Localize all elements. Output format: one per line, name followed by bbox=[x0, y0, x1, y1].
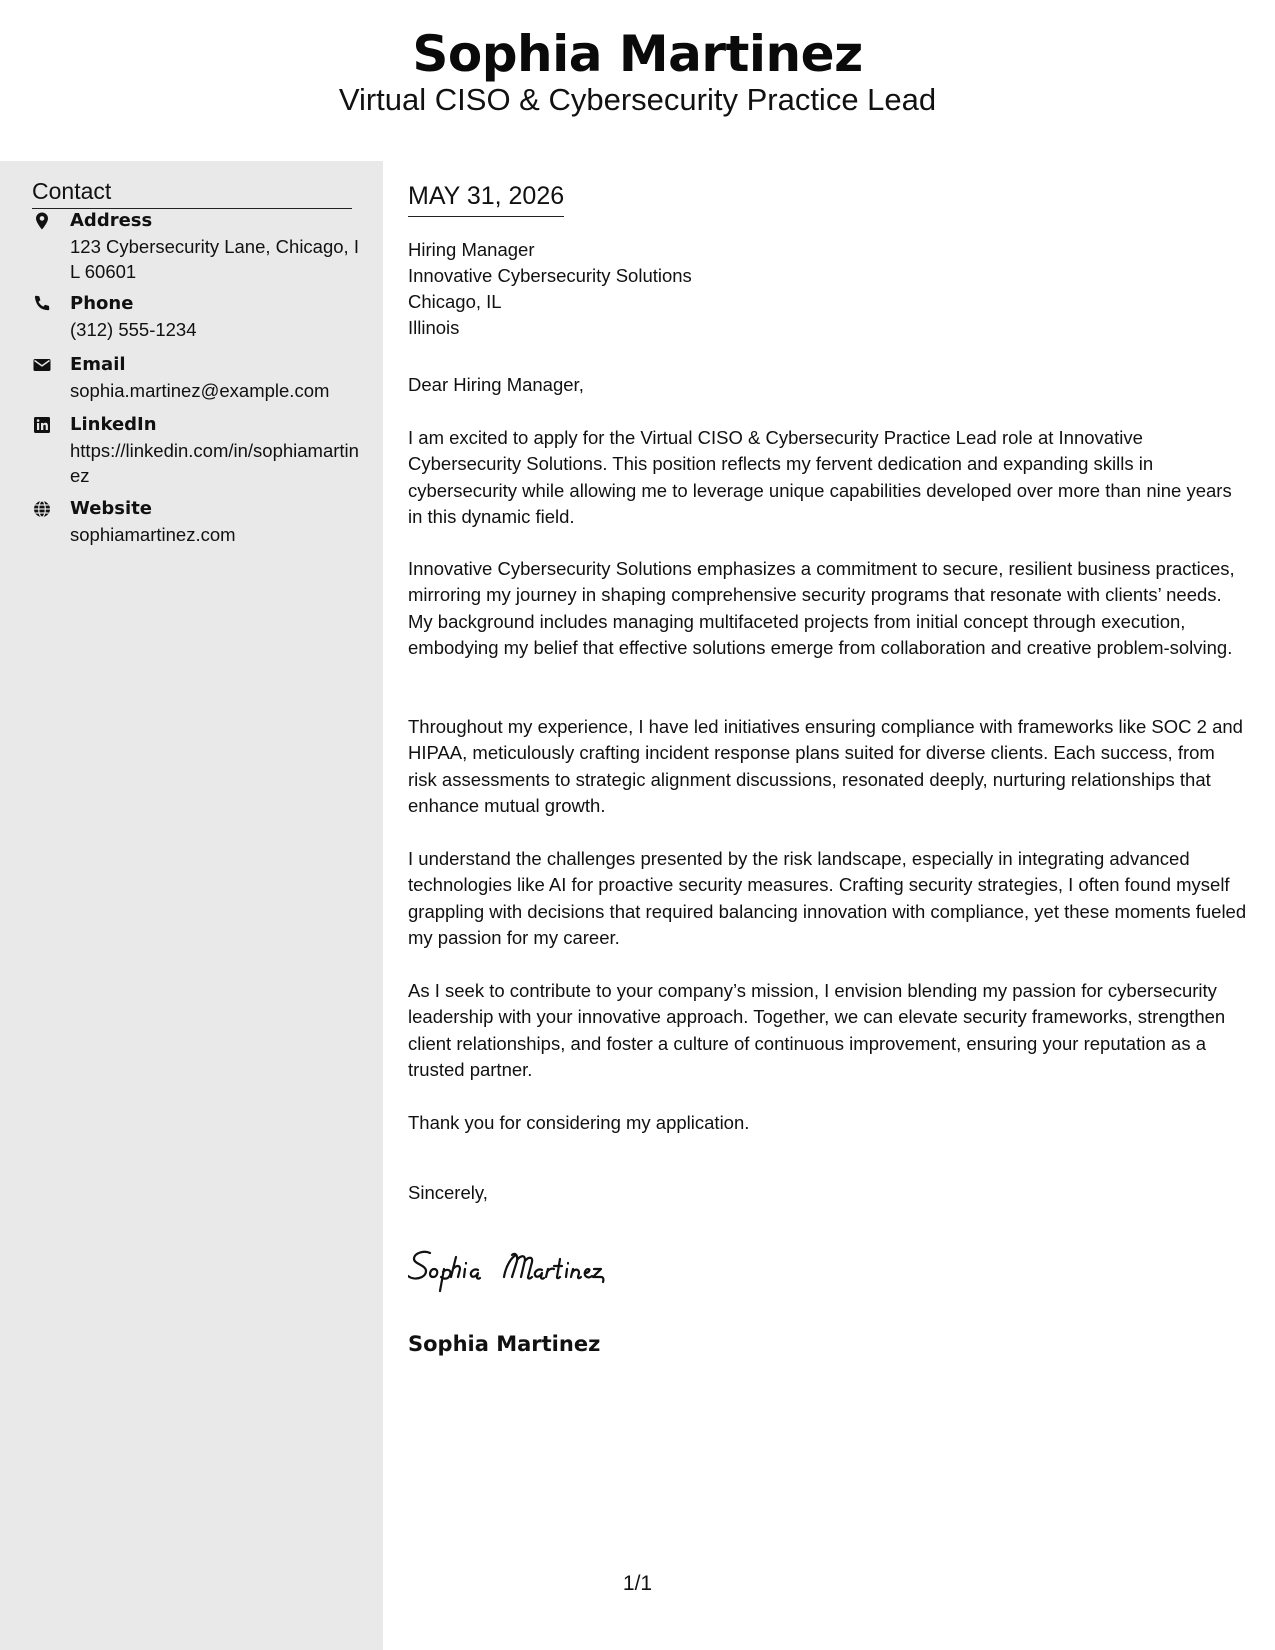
recipient-line: Innovative Cybersecurity Solutions bbox=[408, 265, 692, 286]
contact-heading: Contact bbox=[32, 175, 352, 209]
body-paragraph: Innovative Cybersecurity Solutions emphasizes a commitment to secure, resilient business practices, mirroring my journey in shaping comprehensive security programs that resonate with clients’ needs. My background includes managing multifaceted projects from initial concept through execution, embodying my belief that effective solutions emerge from collaboration and creative problem-solving. bbox=[408, 558, 1235, 658]
letter-header bbox=[0, 0, 1275, 161]
applicant-title: Virtual CISO & Cybersecurity Practice Lead bbox=[338, 82, 937, 117]
signer-name: Sophia Martinez bbox=[408, 1332, 601, 1356]
salutation: Dear Hiring Manager, bbox=[408, 374, 584, 395]
recipient-line: Chicago, IL bbox=[408, 291, 502, 312]
recipient-line: Hiring Manager bbox=[408, 239, 535, 260]
email-value: sophia.martinez@example.com bbox=[70, 380, 330, 401]
envelope-icon bbox=[32, 355, 52, 375]
page-number: 1/1 bbox=[622, 1572, 653, 1595]
body-paragraph: Throughout my experience, I have led initiatives ensuring compliance with frameworks like SOC 2 and HIPAA, meticulously crafting incident response plans suited for diverse clients. Each success, from risk assessments to strategic alignment discussions, resonated deeply, nurturing relationships that enhance mutual growth. bbox=[408, 716, 1243, 816]
body-paragraph: I understand the challenges presented by the risk landscape, especially in integrating advanced technologies like AI for proactive security measures. Crafting security strategies, I often found myself grappling with decisions that required balancing innovation with compliance, yet these moments fueled my passion for my career. bbox=[408, 848, 1247, 948]
website-value: sophiamartinez.com bbox=[70, 524, 236, 545]
address-label: Address bbox=[70, 210, 153, 231]
phone-icon bbox=[32, 294, 52, 314]
email-label: Email bbox=[70, 354, 126, 375]
phone-value: (312) 555-1234 bbox=[70, 319, 197, 340]
thanks-line: Thank you for considering my application. bbox=[408, 1112, 750, 1133]
body-paragraph: As I seek to contribute to your company’s mission, I envision blending my passion for cybersecurity leadership with your innovative approach. Together, we can elevate security frameworks, strengthen client relationships, and foster a culture of continuous improvement, ensuring your reputation as a trusted partner. bbox=[408, 980, 1226, 1080]
recipient-line: Illinois bbox=[408, 317, 460, 338]
handwritten-signature bbox=[408, 1239, 678, 1299]
applicant-name: Sophia Martinez bbox=[412, 25, 863, 83]
letter-date: MAY 31, 2026 bbox=[408, 179, 564, 217]
address-value: 123 Cybersecurity Lane, Chicago, IL 60601 bbox=[70, 236, 359, 282]
phone-label: Phone bbox=[70, 293, 134, 314]
recipient-block bbox=[408, 237, 692, 341]
closing: Sincerely, bbox=[408, 1182, 488, 1203]
website-label: Website bbox=[70, 498, 153, 519]
linkedin-icon bbox=[32, 415, 52, 435]
linkedin-label: LinkedIn bbox=[70, 414, 157, 435]
linkedin-value: https://linkedin.com/in/sophiamartinez bbox=[70, 440, 359, 486]
globe-icon bbox=[32, 499, 52, 519]
body-paragraph: I am excited to apply for the Virtual CISO & Cybersecurity Practice Lead role at Innovative Cybersecurity Solutions. This position reflects my fervent dedication and expanding skills in cybersecurity while allowing me to leverage unique capabilities developed over more than nine years in this dynamic field. bbox=[408, 427, 1232, 527]
map-pin-icon bbox=[32, 211, 52, 231]
contact-sidebar bbox=[0, 161, 383, 1650]
